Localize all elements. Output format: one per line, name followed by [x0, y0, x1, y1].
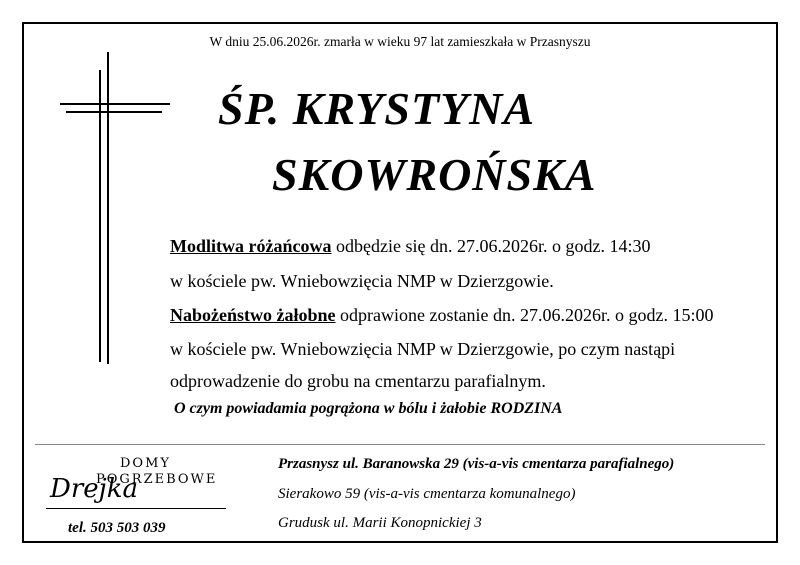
closing-text: O czym powiadamia pogrążona w bólu i żałobie RODZINA: [174, 400, 563, 417]
paragraph-text: w kościele pw. Wniebowzięcia NMP w Dzierzgowie.: [170, 271, 554, 291]
address-3: Grudusk ul. Marii Konopnickiej 3: [278, 515, 482, 531]
paragraph-line: [170, 271, 554, 292]
paragraph-text: w kościele pw. Wniebowzięcia NMP w Dzierzgowie, po czym nastąpi: [170, 339, 676, 359]
paragraph-text: odprowadzenie do grobu na cmentarzu parafialnym.: [170, 371, 546, 391]
logo-line1: DOMY: [120, 456, 171, 471]
funeral-service-heading: Nabożeństwo żałobne: [170, 305, 336, 325]
rosary-heading: Modlitwa różańcowa: [170, 236, 332, 256]
deceased-name-line1: ŚP. KRYSTYNA: [218, 83, 536, 134]
paragraph-line: [170, 305, 713, 326]
logo-underline: [46, 508, 226, 509]
phone-number: tel. 503 503 039: [68, 520, 166, 536]
paragraph-line: [170, 371, 546, 392]
logo-line2: POGRZEBOWE: [96, 472, 218, 487]
logo-brand: Drejka: [50, 474, 138, 504]
deceased-name-line2: SKOWROŃSKA: [272, 149, 597, 200]
paragraph-line: [170, 339, 675, 360]
divider: [35, 444, 765, 445]
paragraph-text: odbędzie się dn. 27.06.2026r. o godz. 14:30: [331, 236, 651, 256]
paragraph-text: odprawione zostanie dn. 27.06.2026r. o godz. 15:00: [335, 305, 714, 325]
intro-text: W dniu 25.06.2026r. zmarła w wieku 97 lat zamieszkała w Przasnyszu: [209, 34, 591, 49]
paragraph-line: [170, 236, 650, 257]
address-1: Przasnysz ul. Baranowska 29 (vis-a-vis cmentarza parafialnego): [278, 456, 675, 472]
address-2: Sierakowo 59 (vis-a-vis cmentarza komunalnego): [278, 486, 576, 502]
